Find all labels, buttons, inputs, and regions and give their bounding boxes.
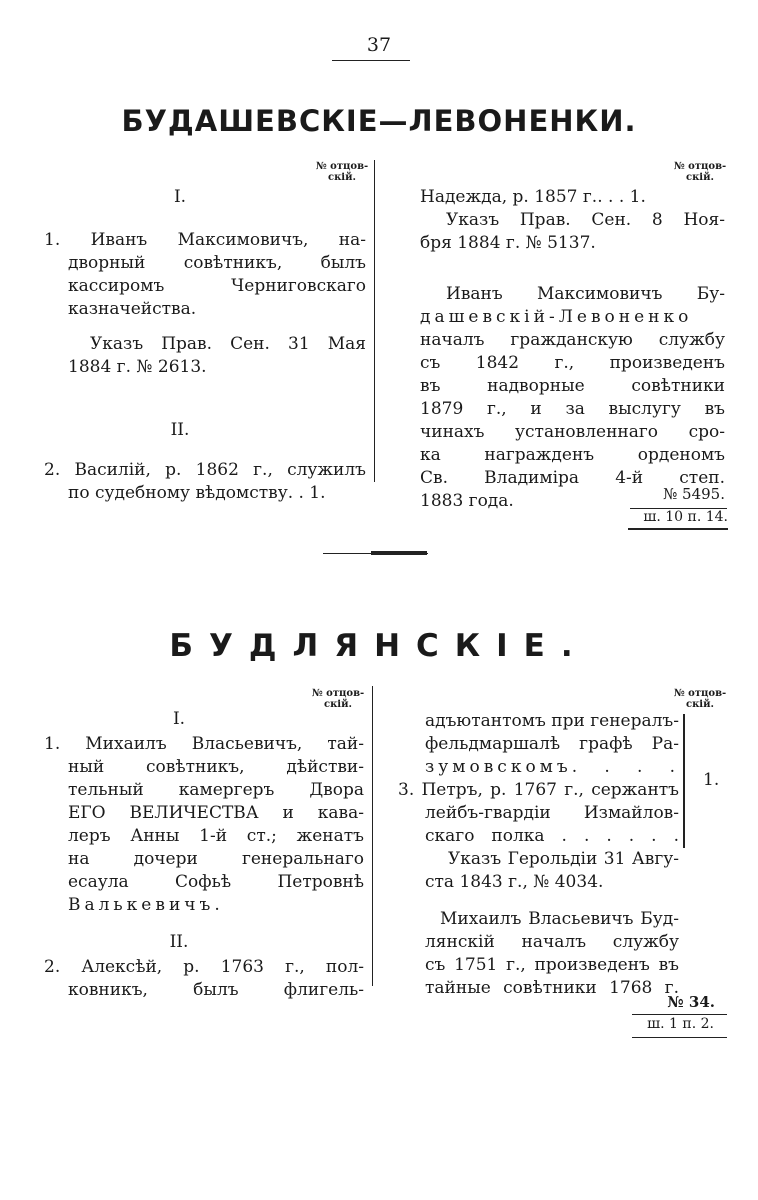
- generation-heading: I.: [172, 709, 186, 729]
- entry-line: на дочери генеральнаго: [68, 849, 364, 869]
- entry-line: есаула Софьѣ Петровнѣ: [68, 872, 364, 892]
- bio-line: Михаилъ Власьевичъ Буд-: [440, 909, 679, 929]
- bracket-value: 1.: [703, 770, 720, 790]
- section2-title: БУДЛЯНСКІЕ.: [169, 628, 589, 664]
- entry-line: 1. Михаилъ Власьевичъ, тай-: [44, 734, 364, 754]
- section2-left-column: [44, 708, 364, 1002]
- section1-right-header: № отцов- скій.: [673, 161, 727, 183]
- entry-line: ЕГО ВЕЛИЧЕСТВА и кава-: [68, 803, 364, 823]
- entry-line: адъютантомъ при генералъ-: [425, 711, 679, 731]
- record-rule: [628, 528, 728, 530]
- section1-column-divider: [374, 160, 375, 482]
- bio-line: Иванъ Максимовичъ Бу-: [446, 284, 725, 304]
- entry-line: дворный совѣтникъ, былъ: [68, 253, 366, 273]
- entry-line: зумовскомъ. . . .: [425, 757, 679, 777]
- decree-line: Указъ Герольдіи 31 Авгу-: [448, 849, 679, 869]
- section1-record-number: № 5495.: [663, 485, 725, 503]
- entry-line: лейбъ-гвардіи Измайлов-: [425, 803, 679, 823]
- section2-record-number: № 34.: [667, 993, 715, 1011]
- entry-line: леръ Анны 1-й ст.; женатъ: [68, 826, 364, 846]
- section2-right-column: [398, 710, 679, 1000]
- bio-line: 1879 г., и за выслугу въ: [420, 399, 725, 419]
- entry-line: 1. Иванъ Максимовичъ, на-: [44, 230, 366, 250]
- decree-line: 1884 г. № 2613.: [68, 357, 207, 377]
- entry-line: фельдмаршалѣ графѣ Ра-: [425, 734, 679, 754]
- bio-line: тайные совѣтники 1768 г.: [425, 978, 679, 998]
- section1-left-header: № отцов- скій.: [315, 161, 369, 183]
- entry-line: кассиромъ Черниговскаго: [68, 276, 366, 296]
- bio-line: чинахъ установленнаго сро-: [420, 422, 725, 442]
- grouping-bracket: [679, 714, 685, 848]
- entry-line: 2. Алексѣй, р. 1763 г., пол-: [44, 957, 364, 977]
- bio-line: съ 1842 г., произведенъ: [420, 353, 725, 373]
- decree-line: ста 1843 г., № 4034.: [425, 872, 604, 892]
- decree-line: бря 1884 г. № 5137.: [420, 233, 596, 253]
- entry-line: скаго полка . . . . . .: [425, 826, 679, 846]
- entry-line: Надежда, р. 1857 г.. . . 1.: [420, 187, 646, 207]
- bio-line: съ 1751 г., произведенъ въ: [425, 955, 679, 975]
- entry-line: ковникъ, былъ флигель-: [68, 980, 364, 1000]
- bio-line: въ надворные совѣтники: [420, 376, 725, 396]
- bio-line: дашевскій-Левоненко: [420, 307, 693, 327]
- section1-right-column: [420, 186, 725, 513]
- generation-heading: I.: [173, 187, 187, 207]
- bio-line: лянскій началъ службу: [425, 932, 679, 952]
- record-rule: [632, 1037, 727, 1038]
- bio-line: ка награжденъ орденомъ: [420, 445, 725, 465]
- bio-line: 1883 года.: [420, 491, 514, 511]
- decree-line: Указъ Прав. Сен. 8 Ноя-: [446, 210, 725, 230]
- generation-heading: II.: [170, 420, 190, 440]
- entry-line: Валькевичъ.: [68, 895, 224, 915]
- section2-column-divider: [372, 686, 373, 986]
- record-rule: [632, 1014, 727, 1015]
- entry-line: по судебному вѣдомству. . 1.: [68, 483, 326, 503]
- section1-shelf-mark: ш. 10 п. 14.: [643, 509, 728, 525]
- section2-shelf-mark: ш. 1 п. 2.: [647, 1016, 714, 1032]
- entry-line: тельный камергеръ Двора: [68, 780, 364, 800]
- section2-left-header: № отцов- скій.: [311, 688, 365, 710]
- section1-title: БУДАШЕВСКІЕ—ЛЕВОНЕНКИ.: [121, 104, 637, 138]
- generation-heading: II.: [169, 932, 189, 952]
- entry-line: 2. Василій, р. 1862 г., служилъ: [44, 460, 366, 480]
- decree-line: Указъ Прав. Сен. 31 Мая: [90, 334, 366, 354]
- page-number: 37: [366, 34, 392, 56]
- bio-line: Св. Владиміра 4-й степ.: [420, 468, 725, 488]
- page-number-rule: [332, 60, 410, 61]
- entry-line: казначейства.: [68, 299, 197, 319]
- section2-right-header: № отцов- скій.: [673, 688, 727, 710]
- entry-line: ный совѣтникъ, дѣйстви-: [68, 757, 364, 777]
- bio-line: началъ гражданскую службу: [420, 330, 725, 350]
- section-separator: [323, 551, 428, 555]
- section1-left-column: [44, 186, 366, 505]
- entry-line: 3. Петръ, р. 1767 г., сержантъ: [398, 780, 679, 800]
